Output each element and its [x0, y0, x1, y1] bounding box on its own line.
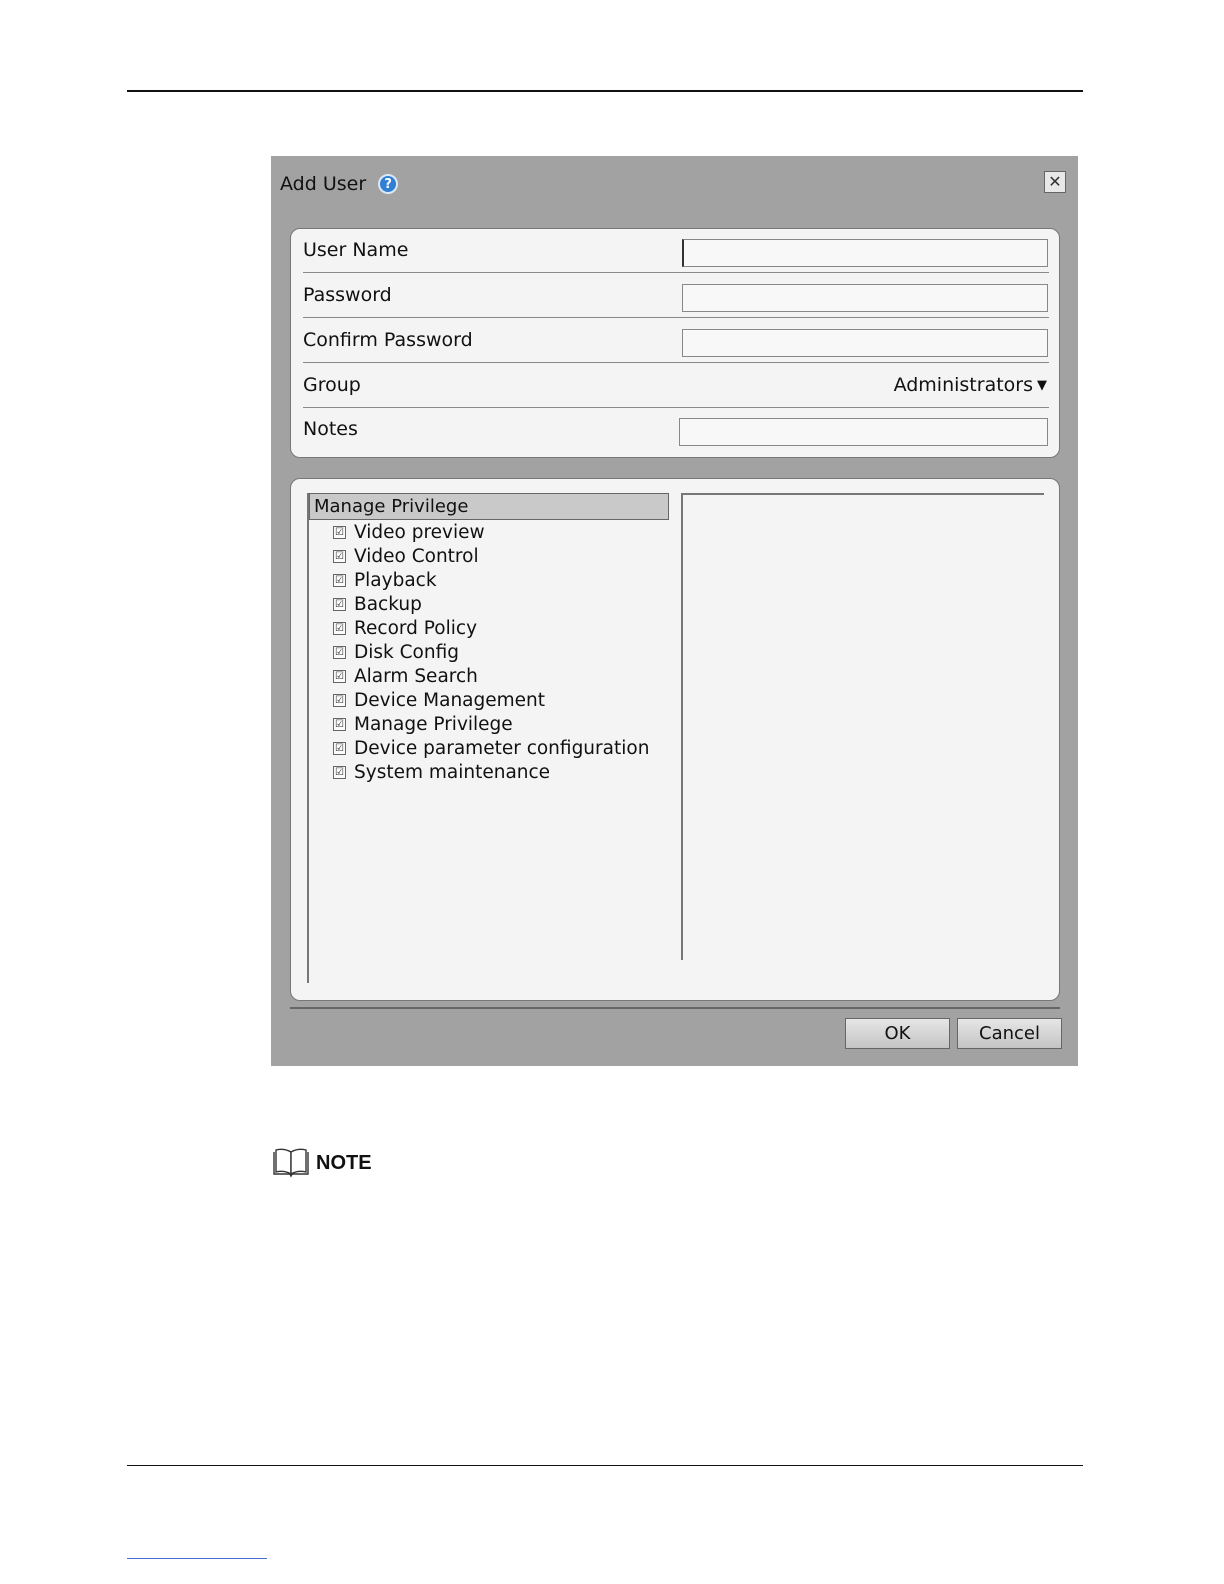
note-callout: [272, 1148, 372, 1178]
header-rule: [127, 90, 1083, 92]
dialog-titlebar: [280, 170, 398, 198]
privilege-label: Device Management: [354, 689, 546, 711]
notes-row: [303, 408, 1049, 452]
checkbox-checked-icon[interactable]: ☑: [333, 598, 346, 611]
close-icon: ✕: [1048, 172, 1062, 191]
privilege-item-backup[interactable]: [333, 592, 649, 616]
privilege-tree: [307, 493, 667, 983]
privilege-detail-pane: [681, 493, 1044, 960]
privilege-panel: [290, 478, 1060, 1001]
checkbox-checked-icon[interactable]: ☑: [333, 646, 346, 659]
checkbox-checked-icon[interactable]: ☑: [333, 550, 346, 563]
group-selected-value: Administrators: [893, 374, 1033, 396]
notes-input[interactable]: [679, 418, 1048, 446]
question-mark-icon[interactable]: ?: [378, 174, 398, 194]
checkbox-checked-icon[interactable]: ☑: [333, 622, 346, 635]
user-name-input[interactable]: [682, 239, 1048, 267]
privilege-label: Manage Privilege: [354, 713, 513, 735]
password-input[interactable]: [682, 284, 1048, 312]
privilege-label: Video Control: [354, 545, 479, 567]
group-row: [303, 364, 1049, 408]
privilege-label: Device parameter configuration: [354, 737, 650, 759]
ok-button[interactable]: OK: [845, 1018, 950, 1049]
password-label: Password: [303, 284, 392, 306]
book-icon: [272, 1148, 310, 1178]
checkbox-checked-icon[interactable]: ☑: [333, 574, 346, 587]
privilege-label: Video preview: [354, 521, 485, 543]
privilege-item-disk-config[interactable]: [333, 640, 649, 664]
privilege-item-device-management[interactable]: [333, 688, 649, 712]
user-form-panel: [290, 228, 1060, 458]
privilege-tree-header[interactable]: Manage Privilege: [309, 493, 669, 520]
privilege-item-alarm-search[interactable]: [333, 664, 649, 688]
note-label: NOTE: [316, 1151, 372, 1174]
footer-rule: [127, 1465, 1083, 1466]
checkbox-checked-icon[interactable]: ☑: [333, 694, 346, 707]
footer-link-underline: [127, 1558, 267, 1559]
group-label: Group: [303, 374, 361, 396]
privilege-item-video-control[interactable]: [333, 544, 649, 568]
privilege-item-manage-privilege[interactable]: [333, 712, 649, 736]
footer-divider: [290, 1007, 1060, 1009]
user-name-label: User Name: [303, 239, 409, 261]
triangle-down-icon: ▼: [1037, 377, 1047, 393]
privilege-label: Alarm Search: [354, 665, 478, 687]
user-name-row: [303, 229, 1049, 273]
close-button[interactable]: [1044, 171, 1066, 193]
confirm-password-input[interactable]: [682, 329, 1048, 357]
confirm-password-label: Confirm Password: [303, 329, 473, 351]
add-user-dialog: [271, 156, 1078, 1066]
checkbox-checked-icon[interactable]: ☑: [333, 742, 346, 755]
privilege-item-playback[interactable]: [333, 568, 649, 592]
notes-label: Notes: [303, 418, 358, 440]
privilege-item-system-maintenance[interactable]: [333, 760, 649, 784]
group-select[interactable]: [894, 374, 1047, 396]
checkbox-checked-icon[interactable]: ☑: [333, 526, 346, 539]
privilege-label: Disk Config: [354, 641, 459, 663]
checkbox-checked-icon[interactable]: ☑: [333, 670, 346, 683]
privilege-item-record-policy[interactable]: [333, 616, 649, 640]
privilege-list: [333, 520, 649, 784]
privilege-label: Backup: [354, 593, 422, 615]
privilege-label: System maintenance: [354, 761, 551, 783]
checkbox-checked-icon[interactable]: ☑: [333, 718, 346, 731]
cancel-button[interactable]: Cancel: [957, 1018, 1062, 1049]
confirm-password-row: [303, 319, 1049, 363]
privilege-item-device-parameter-configuration[interactable]: [333, 736, 649, 760]
checkbox-checked-icon[interactable]: ☑: [333, 766, 346, 779]
dialog-title: Add User: [280, 173, 367, 195]
password-row: [303, 274, 1049, 318]
privilege-label: Record Policy: [354, 617, 478, 639]
privilege-label: Playback: [354, 569, 437, 591]
privilege-item-video-preview[interactable]: [333, 520, 649, 544]
